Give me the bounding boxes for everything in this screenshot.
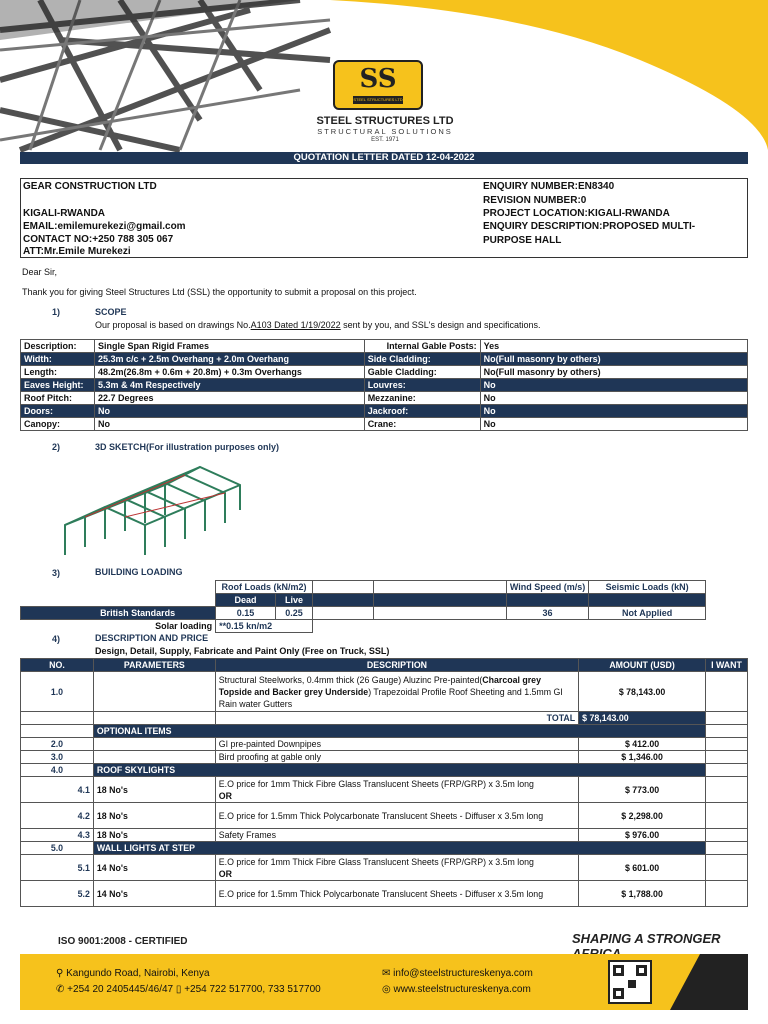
total-label: TOTAL [215,712,578,725]
spec-value: Single Span Rigid Frames [94,340,364,353]
col-i-want: I WANT [705,659,747,672]
company-tagline: STRUCTURAL SOLUTIONS [317,127,453,136]
col-description: DESCRIPTION [215,659,578,672]
spec-label: Width: [21,353,95,366]
intro-text: Thank you for giving Steel Structures Ltd (SSL) the opportunity to submit a proposal on this project. [22,287,417,297]
spec-label: Crane: [364,418,480,431]
spec-value: No(Full masonry by others) [480,366,747,379]
spec-label: Gable Cladding: [364,366,480,379]
item-description: Structural Steelworks, 0.4mm thick (26 Gauge) Aluzinc Pre-painted(Charcoal grey Topside and Backer grey Underside) Trapezoidal Profile Roof Sheeting and 1.5mm GI Rain water Gutters [215,672,578,712]
footer-address: ⚲ Kangundo Road, Nairobi, Kenya [56,968,210,979]
sketch-number: 2) [52,442,61,452]
slogan: SHAPING A STRONGER [572,931,721,946]
spec-label: Side Cladding: [364,353,480,366]
client-email: EMAIL:emilemurekezi@gmail.com [23,221,186,232]
building-3d-sketch [60,455,250,567]
table-row: 5.2 14 No's E.O price for 1.5mm Thick Polycarbonate Translucent Sheets - Diffuser x 3.5m long $ 1,788.00 [21,881,748,907]
table-row: 4.3 18 No's Safety Frames $ 976.00 [21,829,748,842]
revision-number: REVISION NUMBER:0 [483,195,587,206]
client-name: GEAR CONSTRUCTION LTD [23,181,157,192]
footer-phones: ✆ +254 20 2405445/46/47 ▯ +254 722 517700, 733 517700 [56,984,321,995]
scope-number: 1) [52,307,61,317]
spec-label: Length: [21,366,95,379]
mail-icon: ✉ [382,968,394,979]
client-info-box [20,178,748,258]
i-want-checkbox[interactable] [705,672,747,712]
footer-email[interactable]: ✉ info@steelstructureskenya.com [382,968,533,979]
location-pin-icon: ⚲ [56,968,67,979]
i-want-checkbox[interactable] [705,803,747,829]
live-header: Live [276,594,313,607]
scope-text: Our proposal is based on drawings No.A103 Dated 1/19/2022 sent by you, and SSL's design and specifications. [95,320,541,330]
quotation-title: QUOTATION LETTER DATED 12-04-2022 [20,152,748,164]
spec-value: 25.3m c/c + 2.5m Overhang + 2.0m Overhang [94,353,364,366]
i-want-checkbox[interactable] [705,855,747,881]
loading-title: BUILDING LOADING [95,567,183,577]
qr-code [608,960,652,1004]
table-row: 3.0 Bird proofing at gable only $ 1,346.00 [21,751,748,764]
i-want-checkbox[interactable] [705,829,747,842]
wind-speed-value: 36 [506,607,588,620]
spec-label: Internal Gable Posts: [364,340,480,353]
greeting: Dear Sir, [22,267,58,277]
table-row [21,712,748,725]
sketch-title: 3D SKETCH(For illustration purposes only) [95,442,280,452]
iso-certification: ISO 9001:2008 - CERTIFIED [58,936,188,947]
table-row: 4.0 ROOF SKYLIGHTS [21,764,748,777]
spec-value: Yes [480,340,747,353]
spec-row [21,353,748,366]
dead-header: Dead [216,594,276,607]
i-want-checkbox[interactable] [705,881,747,907]
solar-loading-label: Solar loading [155,621,213,632]
spec-label: Doors: [21,405,95,418]
spec-label: Canopy: [21,418,95,431]
globe-icon: ◎ [382,984,394,995]
enquiry-number: ENQUIRY NUMBER:EN8340 [483,181,615,192]
live-load-value: 0.25 [276,607,313,620]
spec-label: Mezzanine: [364,392,480,405]
col-parameters: PARAMETERS [93,659,215,672]
spec-row [21,366,748,379]
spec-value: 48.2m(26.8m + 0.6m + 20.8m) + 0.3m Overhangs [94,366,364,379]
footer-stripe [670,954,748,1010]
spec-row [21,405,748,418]
company-name: STEEL STRUCTURES LTD [316,115,454,127]
scope-title: SCOPE [95,307,127,317]
spec-value: No [480,379,747,392]
table-row: 1.0 Structural Steelworks, 0.4mm thick (26 Gauge) Aluzinc Pre-painted(Charcoal grey Topside and Backer grey Underside) Trapezoidal Profile Roof Sheeting and 1.5mm GI Rain water Gutters $ 78,143.00 [21,672,748,712]
table-row: 5.0 WALL LIGHTS AT STEP [21,842,748,855]
company-logo: SS STEEL STRUCTURES LTD [333,60,423,110]
table-row [21,725,748,738]
table-row: 4.2 18 No's E.O price for 1.5mm Thick Polycarbonate Translucent Sheets - Diffuser x 3.5m long $ 2,298.00 [21,803,748,829]
i-want-checkbox[interactable] [705,751,747,764]
spec-table [20,339,748,431]
spec-label: Roof Pitch: [21,392,95,405]
spec-label: Eaves Height: [21,379,95,392]
optional-items-header: OPTIONAL ITEMS [93,725,705,738]
phone-icon: ✆ [56,984,68,995]
client-contact: CONTACT NO:+250 788 305 067 [23,234,174,245]
spec-value: 22.7 Degrees [94,392,364,405]
seismic-value: Not Applied [589,607,706,620]
dead-load-value: 0.15 [216,607,276,620]
spec-value: No [94,405,364,418]
footer-website[interactable]: ◎ www.steelstructureskenya.com [382,984,531,995]
table-row: 5.1 14 No's E.O price for 1mm Thick Fibre Glass Translucent Sheets (FRP/GRP) x 3.5m long OR $ 601.00 [21,855,748,881]
table-row: 2.0 GI pre-painted Downpipes $ 412.00 [21,738,748,751]
enquiry-description-2: PURPOSE HALL [483,235,562,246]
table-row: 4.1 18 No's E.O price for 1mm Thick Fibre Glass Translucent Sheets (FRP/GRP) x 3.5m long OR $ 773.00 [21,777,748,803]
spec-row [21,340,748,353]
col-amount: AMOUNT (USD) [579,659,706,672]
roof-loads-header: Roof Loads (kN/m2) [216,581,313,594]
solar-loading-value: **0.15 kn/m2 [216,620,313,633]
desc-subtitle: Design, Detail, Supply, Fabricate and Paint Only (Free on Truck, SSL) [95,646,390,656]
spec-value: No(Full masonry by others) [480,353,747,366]
enquiry-description: ENQUIRY DESCRIPTION:PROPOSED MULTI- [483,221,696,232]
spec-row [21,379,748,392]
client-location: KIGALI-RWANDA [23,208,106,219]
client-attention: ATT:Mr.Emile Murekezi [23,246,131,257]
spec-value: No [480,418,747,431]
standard-label: British Standards [21,607,216,620]
mobile-icon: ▯ [175,984,182,995]
wind-speed-header: Wind Speed (m/s) [506,581,588,594]
col-no: NO. [21,659,94,672]
company-est: EST. 1971 [371,137,399,143]
footer-bar [20,954,748,1010]
desc-number: 4) [52,634,61,644]
loading-table [20,580,706,633]
seismic-header: Seismic Loads (kN) [589,581,706,594]
spec-value: No [480,392,747,405]
desc-title: DESCRIPTION AND PRICE [95,633,209,643]
i-want-checkbox[interactable] [705,777,747,803]
price-table [20,658,748,907]
spec-value: 5.3m & 4m Respectively [94,379,364,392]
total-amount: $ 78,143.00 [579,712,706,725]
spec-value: No [94,418,364,431]
spec-label: Description: [21,340,95,353]
spec-label: Louvres: [364,379,480,392]
spec-value: No [480,405,747,418]
i-want-checkbox[interactable] [705,738,747,751]
spec-label: Jackroof: [364,405,480,418]
spec-row [21,392,748,405]
loading-number: 3) [52,568,61,578]
project-location: PROJECT LOCATION:KIGALI-RWANDA [483,208,670,219]
spec-row [21,418,748,431]
